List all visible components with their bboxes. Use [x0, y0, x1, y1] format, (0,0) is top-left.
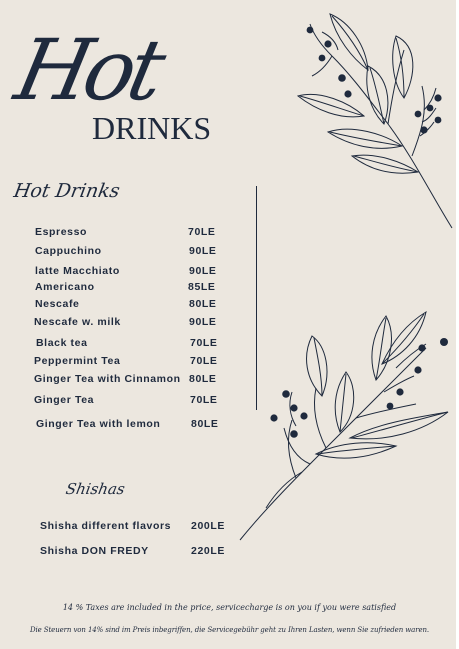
- menu-item-name: Nescafe w. milk: [34, 316, 121, 328]
- menu-item-price: 70LE: [188, 226, 216, 238]
- shisha-item-name: Shisha different flavors: [40, 520, 172, 532]
- tax-note-english: 14 % Taxes are included in the price, servicecharge is on you if you were satisfied: [62, 603, 397, 612]
- menu-item-price: 80LE: [189, 298, 217, 310]
- shisha-item-name: Shisha DON FREDY: [40, 545, 149, 557]
- section-hot-drinks-label: Hot Drinks: [12, 180, 122, 202]
- menu-item-price: 70LE: [190, 394, 218, 406]
- menu-item-name: Ginger Tea: [34, 394, 95, 406]
- menu-item-name: Ginger Tea with Cinnamon: [34, 373, 181, 385]
- menu-item-name: Ginger Tea with lemon: [36, 418, 161, 430]
- menu-item-price: 90LE: [189, 265, 217, 277]
- menu-item-price: 70LE: [190, 355, 218, 367]
- leaf-branch-icon: [292, 6, 456, 232]
- menu-item-price: 90LE: [189, 245, 217, 257]
- shisha-item-price: 220LE: [191, 545, 225, 557]
- menu-item-name: latte Macchiato: [35, 265, 120, 277]
- menu-item-price: 85LE: [188, 281, 216, 293]
- title-drinks: DRINKS: [92, 110, 212, 146]
- menu-item-name: Nescafe: [35, 298, 80, 310]
- shisha-item-price: 200LE: [191, 520, 225, 532]
- section-shishas-label: Shishas: [64, 480, 127, 498]
- menu-item-price: 80LE: [189, 373, 217, 385]
- menu-item-name: Espresso: [35, 226, 88, 238]
- title-hot-script: Hot: [7, 21, 169, 119]
- menu-item-name: Black tea: [36, 337, 88, 349]
- menu-item-name: Peppermint Tea: [34, 355, 121, 367]
- menu-item-price: 70LE: [190, 337, 218, 349]
- menu-item-price: 80LE: [191, 418, 219, 430]
- leaf-branch-icon: [236, 308, 456, 542]
- menu-item-name: Americano: [35, 281, 95, 293]
- menu-item-price: 90LE: [189, 316, 217, 328]
- tax-note-german: Die Steuern von 14% sind im Preis inbegriffen, die Servicegebühr geht zu Ihren Lasten, wenn Sie zufrieden waren.: [29, 626, 430, 634]
- menu-item-name: Cappuchino: [35, 245, 102, 257]
